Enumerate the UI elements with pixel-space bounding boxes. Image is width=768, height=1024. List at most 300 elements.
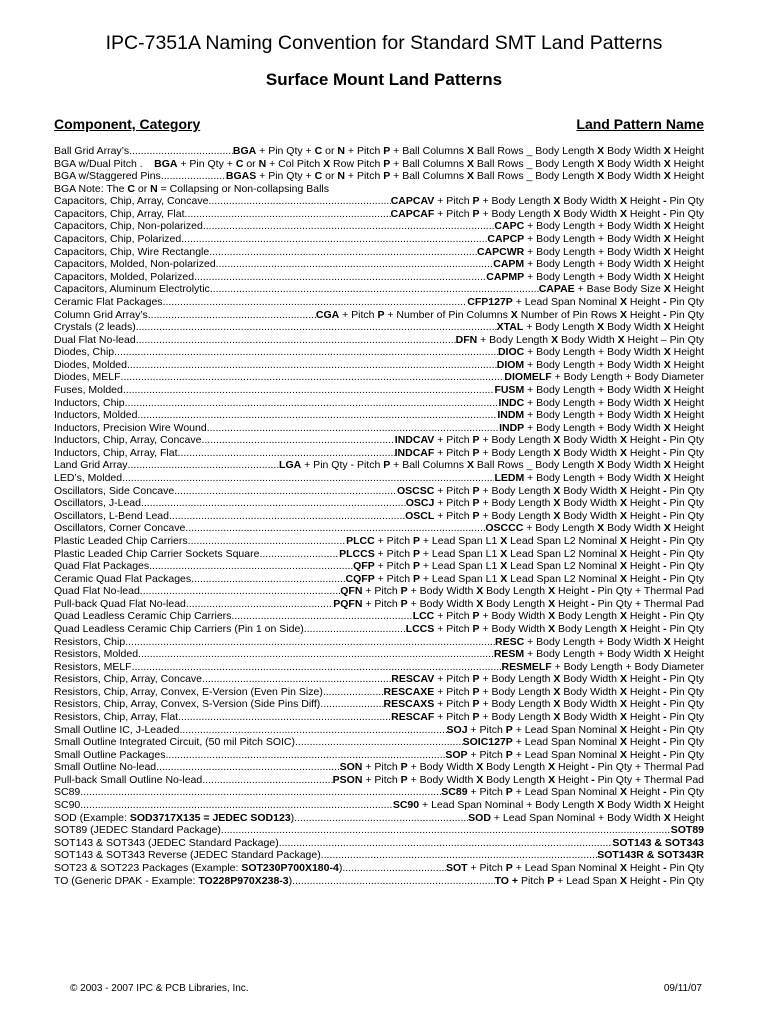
pattern-text: Pin Qty [666,748,704,761]
pattern-text: Ball Rows _ Body Length [474,157,598,170]
pattern-token: BGA [232,145,257,157]
land-pattern-name [391,195,704,208]
pattern-token: X [663,170,671,183]
land-pattern-name [494,472,704,485]
land-pattern-name [397,485,704,498]
pattern-text: Height [626,195,664,208]
pattern-text: or [243,157,259,170]
land-pattern-name [316,309,704,322]
pattern-text: + Ball Columns [390,157,467,170]
pattern-text: + Body Length [523,522,598,535]
dot-leader [259,548,339,561]
pattern-token: X [619,673,627,686]
list-item [54,535,704,548]
pattern-token: LGA [279,459,302,472]
list-item [54,686,704,699]
pattern-text: + Pitch [434,484,473,497]
pattern-text: Body Width [560,207,620,220]
dot-leader [216,258,494,271]
pattern-token: + [511,874,519,887]
pattern-text: + Body Length [479,497,554,510]
bga-note [54,183,704,196]
pattern-text: + Col Pitch [266,157,324,170]
land-pattern-name [279,459,704,472]
list-item [54,761,704,774]
pattern-token: X [619,509,627,522]
land-pattern-name [333,598,704,611]
dot-leader [208,195,390,208]
pattern-token: CAPCP [487,233,525,246]
component-category: Dual Flat No-lead [54,333,136,346]
dot-leader [231,610,412,623]
land-pattern-name [497,359,704,372]
naming-convention-list [54,145,704,887]
pattern-token: X [597,522,605,535]
pattern-text: + Lead Span L1 [419,547,501,560]
component-category: Plastic Leaded Chip Carriers [54,534,188,547]
pattern-token: P [472,610,480,623]
list-item [54,812,704,825]
pattern-text: + Body Width [407,761,477,774]
pattern-token: X [617,333,625,346]
component-category: Resistors, Chip, Array, Flat [54,711,179,724]
list-item [54,283,704,296]
pattern-text: + Body Length + Body Width [524,648,664,661]
pattern-text: or [322,145,338,157]
list-item [54,170,704,183]
pattern-token: X [619,861,627,874]
land-pattern-name [498,346,704,359]
land-pattern-name [441,786,704,799]
pattern-text: Body Length [483,761,549,774]
dot-leader [342,862,446,875]
pattern-text: + Pitch [434,509,473,522]
dot-leader [174,485,397,498]
land-pattern-name [413,610,704,623]
list-item [54,610,704,623]
pattern-token: RESCAV [391,673,435,686]
pattern-token: X [553,673,561,686]
pattern-text: Pin Qty [666,547,704,560]
dot-leader [156,761,340,774]
pattern-token: P [412,534,420,547]
land-pattern-name [340,585,704,598]
dot-leader [201,434,394,447]
pattern-text: Height [626,572,664,585]
pattern-token: SOT230P700X180-4 [241,861,339,874]
pattern-text: + Pin Qty + [177,157,236,170]
pattern-text: + Lead Span [554,874,620,887]
pattern-token: X [466,157,474,170]
pattern-token: X [597,145,605,157]
dot-leader [178,711,391,724]
dot-leader [136,321,497,334]
pattern-token: RESCAXS [383,698,435,711]
pattern-token: OSCSC [396,484,435,497]
pattern-token: P [472,195,480,208]
dot-leader [320,698,383,711]
pattern-token: CQFP [345,572,375,585]
component-category: Resistors, Molded [54,648,139,661]
component-category [54,812,294,825]
pattern-token: P [472,484,480,497]
pattern-text: + Pitch [434,711,473,724]
pattern-token: P [400,761,408,774]
pattern-text: Height [670,283,704,296]
land-pattern-name [226,170,704,183]
pattern-text: Height [626,723,664,736]
pattern-token: P [400,597,408,610]
pattern-token: X [553,434,561,447]
pattern-token: X [663,283,671,296]
land-pattern-name [456,334,704,347]
pattern-token: X [466,170,474,183]
pattern-text: Height [555,761,592,774]
pattern-token: - [663,874,667,887]
dot-leader [80,799,393,812]
dot-leader [149,560,353,573]
component-category: Inductors, Chip, Array, Flat [54,446,178,459]
list-item [54,849,704,862]
pattern-text: + Pin Qty - Pitch [301,459,384,472]
pattern-text: Lead Span L2 Nominal [507,534,620,547]
pattern-token: OSCCC [485,522,524,535]
component-category: SC90 [54,799,81,812]
header-land-pattern-name: Land Pattern Name [576,116,704,132]
pattern-text: + Body Length [479,711,554,724]
dot-leader [321,849,597,862]
pattern-text: Body Width [604,459,664,472]
pattern-token: X [619,610,627,623]
dot-leader [186,598,333,611]
pattern-token: X [663,321,671,334]
component-category: Inductors, Chip [54,396,125,409]
pattern-text: Body Width [604,145,664,157]
pattern-token: X [663,383,671,396]
pattern-token: P [400,585,408,598]
dot-leader [191,573,345,586]
pattern-text: Pin Qty [666,446,704,459]
dot-leader [114,346,498,359]
pattern-token: X [466,459,474,472]
pattern-text: Body Width [604,157,664,170]
pattern-text: + Body Length + Body Diameter [551,371,704,384]
pattern-text: Height [626,560,664,573]
pattern-token: - [663,547,667,560]
pattern-text: Pin Qty [666,484,704,497]
pattern-text: Height [626,534,664,547]
list-item [54,233,704,246]
pattern-text: + Pitch [344,145,384,157]
pattern-token: DIOC [497,346,525,359]
list-item [54,824,704,837]
pattern-token: - [663,446,667,459]
pattern-text: + Pitch [374,547,413,560]
pattern-token: X [597,170,605,183]
page-subtitle: Surface Mount Land Patterns [265,70,503,89]
list-item [54,862,704,875]
list-item [54,271,704,284]
dot-leader [185,522,485,535]
dot-leader [179,724,446,737]
pattern-token: X [619,622,627,635]
pattern-text: Height [670,522,704,535]
pattern-token: X [619,560,627,573]
footer-date: 09/11/07 [663,983,702,994]
pattern-token: X [553,497,561,510]
pattern-text: Height [555,597,592,610]
pattern-text: + Body Length [479,484,554,497]
pattern-text: ) [338,861,343,874]
pattern-token: P [383,170,391,183]
pattern-text: + Body Length + Body Width [524,245,664,258]
component-category: Crystals (2 leads) [54,321,136,334]
pattern-token: - [663,698,667,711]
dot-leader [292,875,494,888]
dot-leader [161,170,226,183]
pattern-token: P [377,308,385,321]
pattern-token: SOD [468,811,491,824]
pattern-token: P [472,497,480,510]
pattern-token: - [663,673,667,686]
pattern-token: TO [494,874,509,887]
pattern-token: PLCC [346,534,375,547]
list-item [54,585,704,598]
component-category: Resistors, Chip, Array, Convex, E-Version (Even Pin Size) [54,685,323,698]
pattern-text: Body Width [560,497,620,510]
dot-leader [304,623,406,636]
pattern-token: X [510,308,518,321]
pattern-token: P [472,509,480,522]
dot-leader [188,535,346,548]
land-pattern-name [395,447,704,460]
component-category: Pull-back Quad Flat No-lead [54,597,186,610]
pattern-text: Height [670,635,704,648]
land-pattern-name [353,560,704,573]
dot-leader [202,774,332,787]
list-item [54,334,704,347]
dot-leader [207,422,499,435]
pattern-text: + Pitch [362,585,401,598]
pattern-token: X [553,685,561,698]
pattern-token: P [400,773,408,786]
pattern-text: Height [670,358,704,371]
pattern-token: CAPAE [538,283,575,296]
component-category: Inductors, Precision Wire Wound [54,421,207,434]
pattern-text: Height [670,170,704,183]
pattern-text: + Body Length + Body Width [524,233,664,246]
land-pattern-name [384,686,704,699]
dot-leader [165,749,445,762]
pattern-text: Height [670,346,704,359]
pattern-token: X [663,145,671,157]
dot-leader [209,246,477,259]
pattern-token: X [619,484,627,497]
pattern-token: X [663,270,671,283]
land-pattern-name [487,233,704,246]
dot-leader [128,459,280,472]
dot-leader [127,359,497,372]
list-item [54,485,704,498]
pattern-token: X [663,358,671,371]
pattern-token: CAPM [493,258,525,271]
list-item [54,409,704,422]
dot-leader [121,371,505,384]
pattern-text: Height [670,321,704,334]
land-pattern-name [486,271,704,284]
pattern-text: Height [626,207,664,220]
pattern-text: + Body Length [479,195,554,208]
dot-leader [185,208,391,221]
pattern-text: + Pitch [374,572,413,585]
dot-leader [194,271,486,284]
pattern-token: X [619,446,627,459]
pattern-text: Body Width [560,509,620,522]
pattern-token: X [551,333,559,346]
pattern-token: - [663,786,667,799]
list-item [54,673,704,686]
pattern-token: SOD3717X135 = JEDEC SOD123 [129,811,291,824]
pattern-token: X [619,434,627,447]
list-item [54,346,704,359]
pattern-token: PLCCS [339,547,375,560]
pattern-token: X [619,207,627,220]
component-category: Capacitors, Chip, Non-polarized [54,220,203,233]
dot-leader [202,673,391,686]
component-category: Land Grid Array [54,459,128,472]
pattern-token: X [597,157,605,170]
list-item [54,837,704,850]
pattern-text: Height [626,295,664,308]
pattern-text: Pin Qty [666,534,704,547]
land-pattern-name [384,698,704,711]
component-category: Resistors, Chip, Array, Concave [54,673,203,686]
pattern-token: C [127,182,135,195]
component-category: BGA w/Dual Pitch . [54,157,143,170]
pattern-token: P [472,711,480,724]
pattern-token: SOJ [446,723,468,736]
pattern-text: Body Width [560,434,620,447]
pattern-token: SOT89 [670,824,704,837]
list-item [54,397,704,410]
pattern-token: X [663,522,671,535]
component-category: Oscillators, J-Lead [54,497,141,510]
list-item [54,786,704,799]
pattern-text: Pin Qty [666,711,704,724]
list-item [54,698,704,711]
pattern-token: PQFN [333,597,363,610]
pattern-text: + Lead Span Nominal + Body Width [490,811,664,824]
list-item [54,573,704,586]
list-item [54,636,704,649]
component-category: Resistors, Chip, Array, Convex, S-Version (Side Pins Diff) [54,698,321,711]
pattern-text: Height [626,484,664,497]
pattern-token: PSON [332,773,363,786]
component-category: Inductors, Molded [54,409,138,422]
pattern-token: - [663,736,667,749]
pattern-token: BGA [154,157,178,170]
pattern-token: - [591,773,595,786]
pattern-text: + Pitch [374,560,413,573]
pattern-token: TO228P970X238-3 [198,874,289,887]
pattern-token: N [258,157,267,170]
list-item [54,422,704,435]
pattern-token: CAPC [494,220,525,233]
component-category: Column Grid Array’s [54,308,148,321]
pattern-text: + Pitch [467,748,506,761]
pattern-token: X [663,346,671,359]
pattern-token: X [663,258,671,271]
land-pattern-name [597,849,704,862]
pattern-text: Body Length [483,773,549,786]
land-pattern-name [485,522,704,535]
pattern-text: + Pitch [467,861,506,874]
pattern-text: Pin Qty [666,673,704,686]
component-category: LED’s, Molded [54,472,123,485]
dot-leader [132,661,502,674]
pattern-text: Height [670,145,704,157]
component-category: Capacitors, Chip, Array, Concave [54,195,209,208]
pattern-text: + Body Length + Body Width [524,409,664,422]
pattern-text: + Pitch [434,698,473,711]
pattern-text: + Body Length [477,333,552,346]
pattern-text: + Body Length [523,321,598,334]
component-category [54,862,342,875]
land-pattern-name [499,397,704,410]
pattern-text: Body Width [604,522,664,535]
land-pattern-name [406,497,704,510]
dot-leader [203,220,495,233]
dot-leader [125,397,499,410]
list-item [54,309,704,322]
dot-leader [80,786,441,799]
pattern-token: QFP [353,560,375,573]
pattern-token: P [383,157,391,170]
pattern-token: N [150,182,158,195]
pattern-text: + Pitch [362,773,401,786]
land-pattern-name [346,573,704,586]
land-pattern-name [493,258,704,271]
pattern-token: X [663,245,671,258]
pattern-text: Height [626,685,664,698]
pattern-text: Pin Qty [666,572,704,585]
pattern-token: P [547,874,555,887]
pattern-token: CAPCAF [390,207,435,220]
pattern-text: Height [670,396,704,409]
list-item [54,158,704,171]
pattern-text: + Pitch [434,195,473,208]
pattern-token: X [553,698,561,711]
pattern-token: X [663,635,671,648]
pattern-text: Pin Qty + Thermal Pad [594,597,704,610]
pattern-text: + Body Length [479,446,554,459]
component-category: SOT143 & SOT343 (JEDEC Standard Package) [54,836,279,849]
pattern-text: Body Width [604,321,664,334]
pattern-text: Body Width [560,711,620,724]
pattern-token: X [500,560,508,573]
component-category: BGA w/Staggered Pins [54,170,161,183]
list-item [54,497,704,510]
pattern-text: + Body Length [479,698,554,711]
pattern-text: = Collapsing or Non-collapsing Balls [157,182,330,195]
pattern-token: DIOMELF [504,371,552,384]
pattern-token: SOT143R & SOT343R [597,849,704,862]
pattern-text: Lead Span L2 Nominal [507,572,620,585]
pattern-text: + Lead Span Nominal + Body Length [419,799,598,812]
pattern-text: + Pitch [344,170,384,183]
pattern-token: BGAS [225,170,257,183]
pattern-text: Height [626,547,664,560]
